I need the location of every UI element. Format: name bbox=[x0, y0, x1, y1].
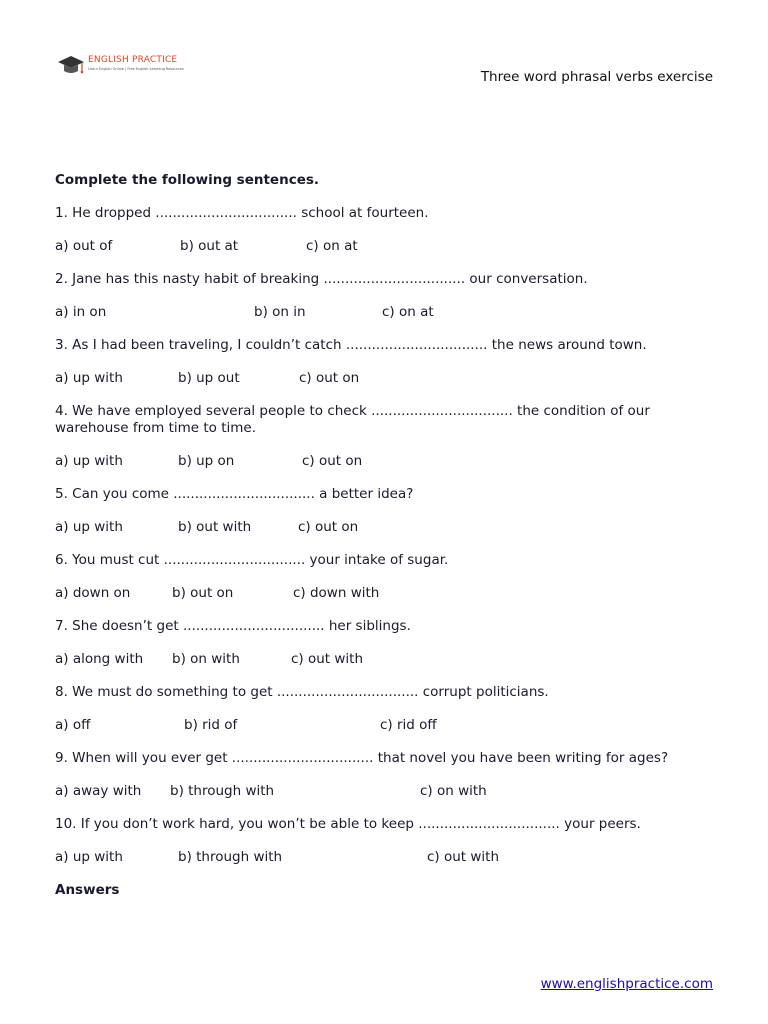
question-5: 5. Can you come ................................. a better idea? bbox=[55, 486, 414, 502]
question-6: 6. You must cut ................................. your intake of sugar. bbox=[55, 552, 449, 568]
question-9: 9. When will you ever get ................................. that novel you have been writing for ages? bbox=[55, 750, 669, 766]
option-a: a) up with bbox=[55, 453, 123, 469]
options-7 bbox=[55, 651, 715, 668]
options-6 bbox=[55, 585, 715, 602]
option-b: b) out at bbox=[180, 238, 239, 254]
option-c: c) on with bbox=[420, 783, 487, 799]
options-9 bbox=[55, 783, 715, 800]
option-b: b) through with bbox=[170, 783, 275, 799]
option-c: c) out on bbox=[298, 519, 359, 535]
option-a: a) away with bbox=[55, 783, 142, 799]
logo bbox=[56, 52, 196, 78]
option-a: a) off bbox=[55, 717, 91, 733]
option-a: a) up with bbox=[55, 370, 123, 386]
answers-heading: Answers bbox=[55, 882, 120, 898]
option-b: b) on with bbox=[172, 651, 240, 667]
question-1: 1. He dropped ................................. school at fourteen. bbox=[55, 205, 429, 221]
option-c: c) out on bbox=[302, 453, 363, 469]
option-b: b) up on bbox=[178, 453, 235, 469]
website-link[interactable]: www.englishpractice.com bbox=[540, 976, 713, 992]
option-c: c) down with bbox=[293, 585, 380, 601]
options-8 bbox=[55, 717, 715, 734]
question-4: 4. We have employed several people to check ................................. the condition of our warehouse from time to time. bbox=[55, 403, 650, 436]
options-10 bbox=[55, 849, 715, 866]
question-2: 2. Jane has this nasty habit of breaking ................................. our conversation. bbox=[55, 271, 588, 287]
options-2 bbox=[55, 304, 715, 321]
option-a: a) up with bbox=[55, 849, 123, 865]
option-b: b) through with bbox=[178, 849, 283, 865]
option-a: a) out of bbox=[55, 238, 113, 254]
option-a: a) down on bbox=[55, 585, 131, 601]
option-a: a) along with bbox=[55, 651, 144, 667]
question-10: 10. If you don’t work hard, you won’t be able to keep ................................. your peers. bbox=[55, 816, 641, 832]
question-3: 3. As I had been traveling, I couldn’t catch ................................. the news around town. bbox=[55, 337, 647, 353]
option-b: b) out with bbox=[178, 519, 252, 535]
option-c: c) out on bbox=[299, 370, 360, 386]
question-8: 8. We must do something to get ................................. corrupt politicians. bbox=[55, 684, 549, 700]
question-7: 7. She doesn’t get ................................. her siblings. bbox=[55, 618, 411, 634]
exercise-content bbox=[55, 172, 715, 899]
graduation-cap-icon bbox=[56, 52, 86, 78]
option-a: a) up with bbox=[55, 519, 123, 535]
option-a: a) in on bbox=[55, 304, 107, 320]
option-c: c) on at bbox=[382, 304, 434, 320]
option-b: b) on in bbox=[254, 304, 306, 320]
logo-subtitle: Learn English Online | Free English Learning Resources bbox=[88, 67, 184, 71]
logo-title: ENGLISH PRACTICE bbox=[88, 55, 178, 65]
options-1 bbox=[55, 238, 715, 255]
options-3 bbox=[55, 370, 715, 387]
option-c: c) out with bbox=[291, 651, 364, 667]
option-b: b) up out bbox=[178, 370, 240, 386]
option-c: c) out with bbox=[427, 849, 500, 865]
option-b: b) rid of bbox=[184, 717, 238, 733]
options-4 bbox=[55, 453, 715, 470]
option-b: b) out on bbox=[172, 585, 234, 601]
document-title: Three word phrasal verbs exercise bbox=[480, 69, 713, 85]
option-c: c) rid off bbox=[380, 717, 437, 733]
options-5 bbox=[55, 519, 715, 536]
instructions-heading: Complete the following sentences. bbox=[55, 172, 320, 188]
option-c: c) on at bbox=[306, 238, 358, 254]
